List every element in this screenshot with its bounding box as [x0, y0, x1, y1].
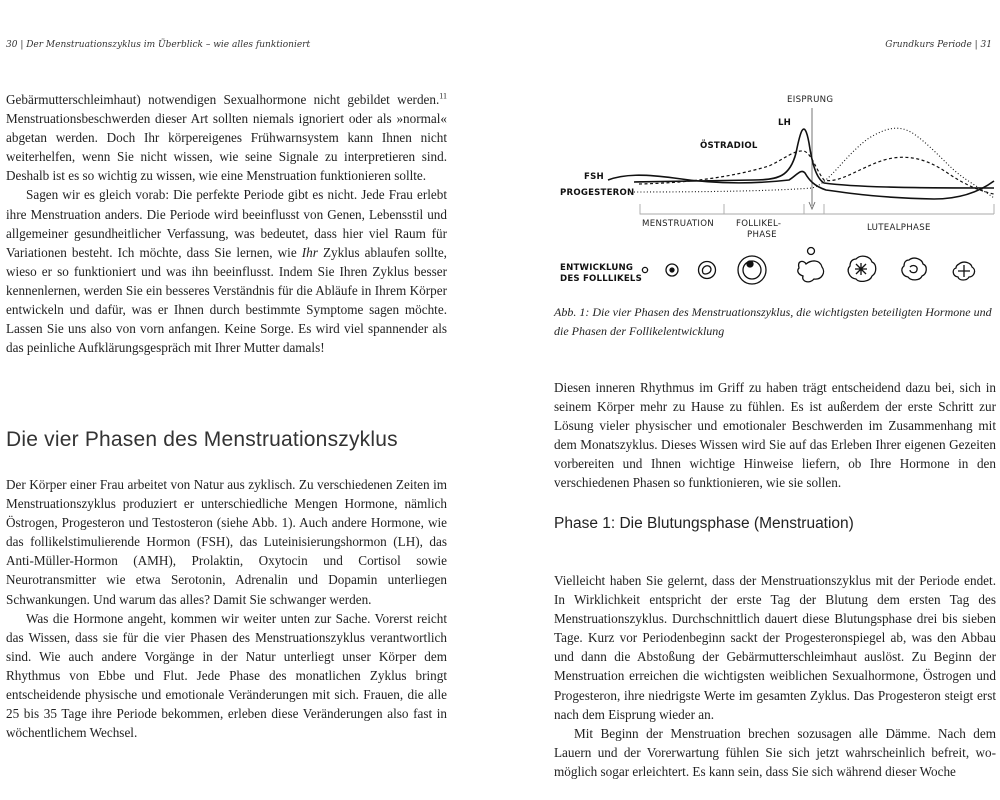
left-running-header: 30 | Der Menstruationszyklus im Überblick – wie alles funktioniert	[6, 40, 311, 50]
follicle-stage-5-icon	[798, 248, 824, 282]
phase-luteal-label: LUTEALPHASE	[867, 223, 931, 233]
progesteron-label: PROGESTERON	[560, 188, 635, 198]
oestradiol-label: ÖSTRADIOL	[700, 141, 758, 151]
left-paragraph-4: Was die Hormone angeht, kommen wir weiter unten zur Sache. Vorerst reicht das Wissen, dass sie für die vier Phasen des Menstruationszyklus verantwortlich sind. Wie auch andere Vorgänge in der Natur unterliegt unser Körper dem Rhythmus von Ebbe und Flut. Jede Phase des monatlichen Zyklus bringt entscheidende physische und emotionale Veränderungen mit sich. Frauen, die alle 25 bis 35 Tage ihre Periode bekommen, erleben diese Veränderungen also fast in wöchentlichem Wechsel.	[6, 610, 447, 741]
fsh-curve	[608, 171, 994, 199]
phase-1-heading: Phase 1: Die Blutungsphase (Menstruation)	[554, 515, 854, 532]
follikel-label-2: DES FOLLLIKELS	[560, 274, 642, 284]
follicle-stage-3-icon	[699, 262, 716, 279]
right-paragraph-1: Diesen inneren Rhythmus im Griff zu haben trägt entscheidend dazu bei, sich in seinem Körper mehr zu Hause zu fühlen. Es ist außerdem der erste Schritt zur Lösung vieler physischer und emotionaler Beschwerden im Zusammenhang mit dem Monatszyklus. Dieses Wissen wird Sie auf das Erleben Ihrer eigenen Gezeiten vorbereiten und Ihnen wichtige Hinweise liefern, ob Ihre Hormone in den verschiedenen Phasen so funktionieren, wie sie sollen.	[554, 380, 996, 491]
left-text-block-bottom	[6, 475, 447, 742]
phase-bracket	[640, 204, 994, 214]
right-running-header: Grundkurs Periode | 31	[885, 40, 992, 50]
right-page	[500, 0, 1000, 800]
hormone-cycle-figure	[554, 88, 999, 288]
left-text-block-top	[6, 90, 447, 357]
footnote-marker: 11	[439, 91, 447, 101]
follicle-stage-1-icon	[642, 267, 647, 272]
chapter-title: Die vier Phasen des Menstruationszyklus	[6, 428, 398, 451]
follicle-stage-8-icon	[953, 262, 974, 280]
left-paragraph-2: Sagen wir es gleich vorab: Die perfekte Periode gibt es nicht. Jede Frau erlebt ihre Menstruation anders. Die Periode wird beeinflusst von Genen, Lebensstil und allgemeiner gesundheitlicher Verfassung, was bedeutet, dass hier viel Raum für Variationen besteht. Ich möchte, dass Sie lernen, wie Ihr Zyklus ablaufen sollte, wieso er so funktioniert und was ihn beeinflusst. Indem Sie Ihren Zyklus besser kennenlernen, werden Sie ein besseres Verständnis für die Abläufe in Ihrem Körper entwickeln und dafür, was er Ihnen durch bestimmte Symptome sagen möchte. Lassen Sie uns also von vorn anfangen. Keine Sorge. Es wird viel spannender als das peinliche Aufklärungsgespräch mit Ihrer Mutter damals!	[6, 187, 447, 356]
follicle-stage-6-icon	[848, 256, 876, 281]
follicle-stage-7-icon	[902, 258, 926, 280]
follicle-stage-2-icon	[666, 264, 678, 276]
right-text-block-top	[554, 378, 996, 493]
fsh-label: FSH	[584, 172, 604, 182]
phase-follikel-label-2: PHASE	[747, 230, 777, 240]
follikel-label-1: ENTWICKLUNG	[560, 263, 634, 273]
right-text-block-bottom	[554, 571, 996, 781]
eisprung-label: EISPRUNG	[787, 95, 834, 105]
right-paragraph-2: Vielleicht haben Sie gelernt, dass der Menstruationszyklus mit der Periode endet. In Wirklichkeit entspricht der erste Tag der Blutung dem ersten Tag des Menstruationszyklus. Durchschnittlich dauert diese Blutungsphase drei bis sieben Tage. Kurz vor Periodenbeginn sackt der Progesteronspiegel ab, was den Abbau und dann die Abstoßung der Gebärmutterschleimhaut auslöst. Zu Beginn der Menstruation erreichen die wichtigsten weiblichen Sexualhormone, Östrogen und Progesteron, ihre niedrigste Werte im gesamten Zyklus. Das Progesteron steigt erst nach dem Eisprung wieder an.	[554, 573, 996, 722]
phase-menstruation-label: MENSTRUATION	[642, 219, 715, 229]
phase-follikel-label-1: FOLLIKEL-	[736, 219, 782, 229]
lh-label: LH	[778, 118, 792, 128]
right-paragraph-3: Mit Beginn der Menstruation brechen sozusagen alle Dämme. Nach dem Lauern und der Vorerwartung fühlen Sie sich jetzt wahrscheinlich befreit, womöglich sogar erleichtert. Es kann sein, dass Sie sich während dieser Woche	[554, 725, 996, 779]
left-paragraph-3: Der Körper einer Frau arbeitet von Natur aus zyklisch. Zu verschiedenen Zeiten im Menstruationszyklus produziert er unterschiedliche Mengen Hormone, nämlich Östrogen, Progesteron und Testosteron (siehe Abb. 1). Auch andere Hormone, wie das follikelstimulierende Hormon (FSH), das Luteinisierungshormon (LH), das Anti-Müller-Hormon (AMH), Prolaktin, Oxytocin und Cortisol sowie Neurotransmitter wie etwa Serotonin, Adrenalin und Dopamin unterliegen Schwankungen. Und warum das alles? Damit Sie schwanger werden.	[6, 477, 447, 607]
figure-caption: Abb. 1: Die vier Phasen des Menstruationszyklus, die wichtigsten beteiligten Hormone und die Phasen der Follikelentwicklung	[554, 305, 992, 338]
follicle-stage-4-icon	[738, 256, 766, 284]
left-paragraph-1: Gebärmutterschleimhaut) notwendigen Sexualhormone nicht gebildet werden.$^{11}$ Menstruationsbeschwerden dieser Art sollten niemals ignoriert oder als »normal« abgetan werden. Doch Ihr körpereigenes Frühwarnsystem kann Ihnen nicht weiterhelfen, wenn Sie nicht wissen, wie seine Signale zu interpretieren sind. Deshalb ist es so wichtig zu wissen, wie eine Menstruation funktionieren sollte.	[6, 91, 447, 184]
